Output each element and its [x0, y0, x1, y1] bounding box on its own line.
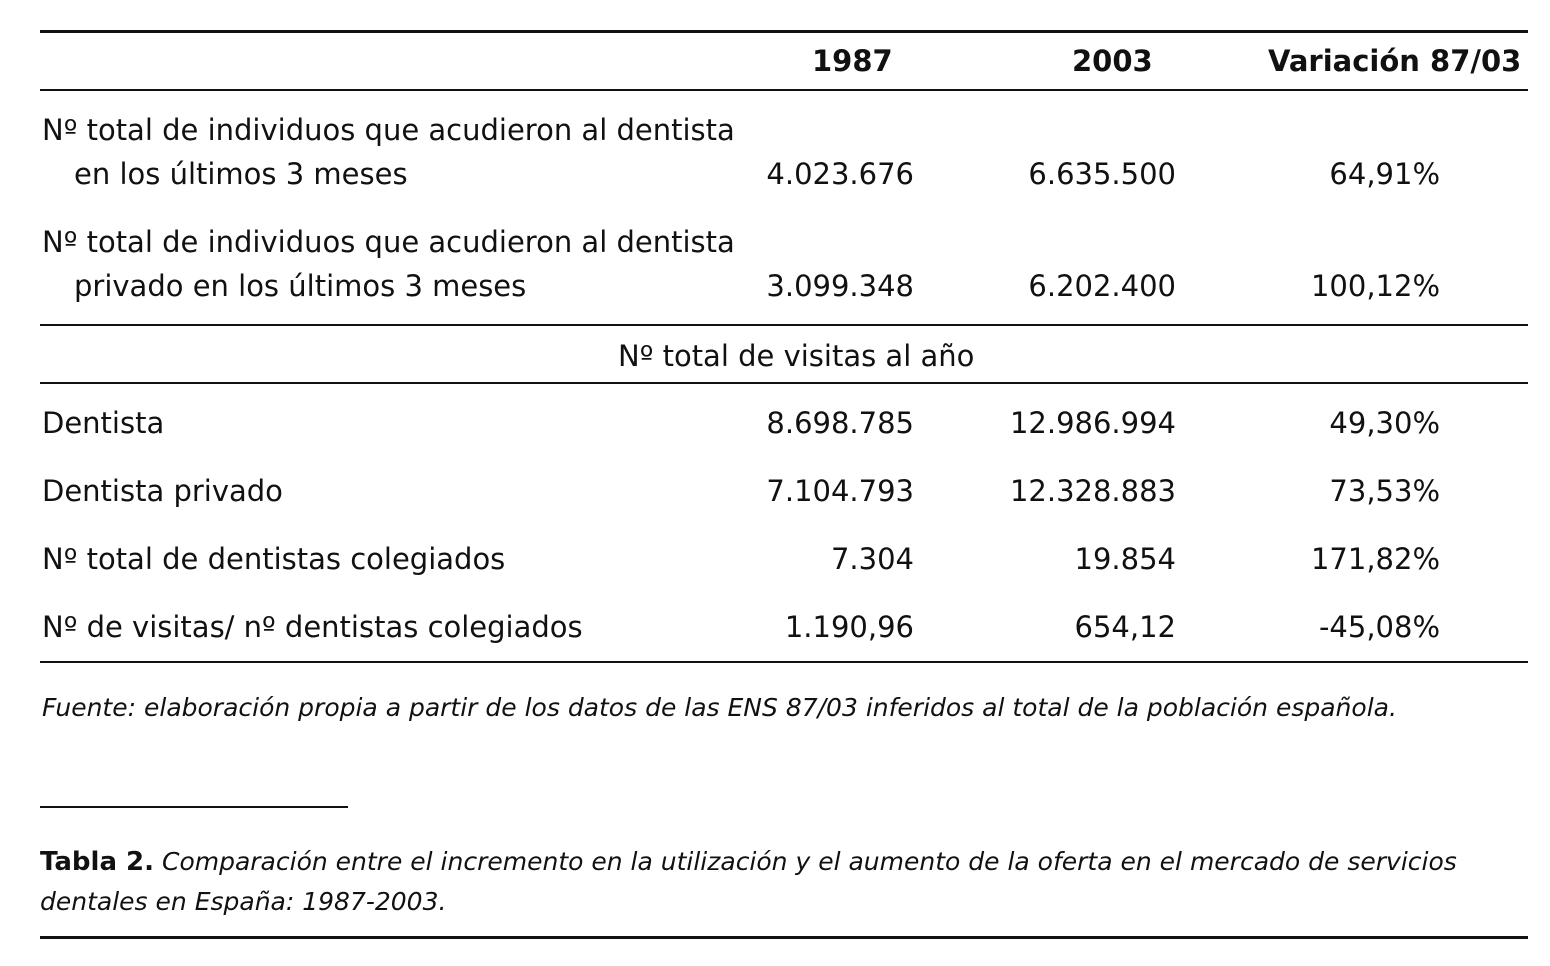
caption-separator: [40, 806, 348, 808]
header-1987: 1987: [812, 44, 893, 78]
caption-bottom-rule: [40, 936, 1528, 939]
header-2003: 2003: [1072, 44, 1153, 78]
cell-1987: 4.023.676: [766, 157, 914, 191]
cell-1987: 1.190,96: [784, 610, 914, 644]
section-bottom-rule: [40, 382, 1528, 384]
section-header: Nº total de visitas al año: [618, 339, 975, 373]
table-row-label: Dentista: [42, 406, 165, 440]
table-top-rule: [40, 30, 1528, 33]
cell-1987: 8.698.785: [766, 406, 914, 440]
cell-variation: 64,91%: [1329, 157, 1440, 191]
cell-1987: 7.104.793: [766, 474, 914, 508]
header-variation: Variación 87/03: [1268, 44, 1522, 78]
table-row-label-continued: en los últimos 3 meses: [74, 157, 408, 191]
cell-2003: 12.986.994: [1009, 406, 1176, 440]
cell-1987: 3.099.348: [766, 269, 914, 303]
caption-text: Comparación entre el incremento en la utilización y el aumento de la oferta en el mercado de servicios dentales en España: 1987-2003.: [40, 847, 1457, 916]
cell-2003: 654,12: [1074, 610, 1176, 644]
table-row-label: Nº total de individuos que acudieron al dentista: [42, 225, 735, 259]
cell-variation: 73,53%: [1329, 474, 1440, 508]
cell-2003: 12.328.883: [1009, 474, 1176, 508]
cell-2003: 6.202.400: [1028, 269, 1176, 303]
cell-variation: 171,82%: [1310, 542, 1440, 576]
table-caption: [40, 842, 1528, 922]
cell-2003: 6.635.500: [1028, 157, 1176, 191]
header-rule: [40, 89, 1528, 91]
caption-label: Tabla 2.: [40, 847, 155, 877]
section-top-rule: [40, 324, 1528, 326]
cell-variation: -45,08%: [1318, 610, 1440, 644]
cell-variation: 49,30%: [1329, 406, 1440, 440]
source-note: Fuente: elaboración propia a partir de los datos de las ENS 87/03 inferidos al total de la población española.: [42, 693, 1397, 722]
cell-1987: 7.304: [830, 542, 914, 576]
table-bottom-rule: [40, 661, 1528, 663]
table-row-label: Nº de visitas/ nº dentistas colegiados: [42, 610, 583, 644]
table-row-label: Nº total de dentistas colegiados: [42, 542, 506, 576]
table-row-label-continued: privado en los últimos 3 meses: [74, 269, 527, 303]
cell-2003: 19.854: [1074, 542, 1176, 576]
table-row-label: Nº total de individuos que acudieron al dentista: [42, 113, 735, 147]
cell-variation: 100,12%: [1310, 269, 1440, 303]
table-row-label: Dentista privado: [42, 474, 283, 508]
